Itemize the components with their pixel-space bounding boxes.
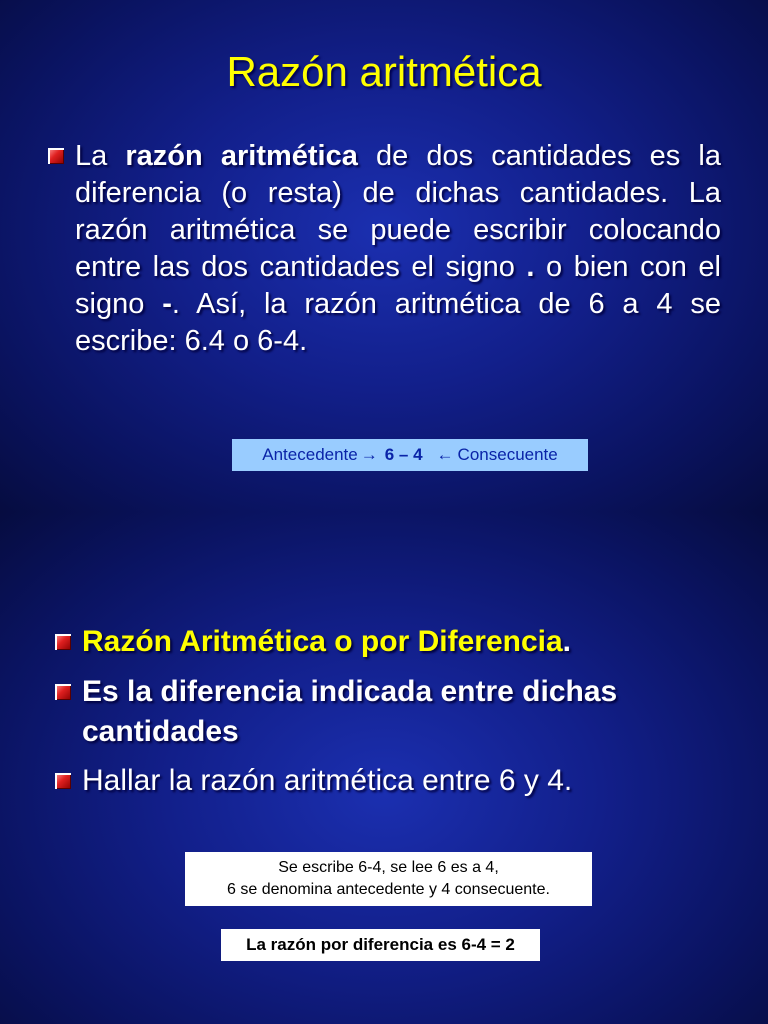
para-text-3: o bien con el signo (75, 251, 721, 320)
bullet-exercise: Hallar la razón aritmética entre 6 y 4. (82, 764, 573, 797)
definition-paragraph (75, 138, 721, 360)
antecedent-label: Antecedente (262, 445, 358, 464)
red-square-bullet-icon (55, 634, 71, 650)
slide-1-title: Razón aritmética (226, 48, 542, 95)
bullet-definition: Es la diferencia indicada entre dichas cantidades (82, 675, 618, 748)
red-square-bullet-icon (55, 684, 71, 700)
explanation-box (185, 852, 592, 906)
red-square-bullet-icon (55, 773, 71, 789)
explanation-line-2: 6 se denomina antecedente y 4 consecuente. (227, 881, 550, 898)
arrow-right-icon: → (360, 445, 378, 464)
bullet-heading-text: Razón Aritmética o por Diferencia (82, 625, 563, 658)
arrow-left-icon: ← (436, 445, 454, 464)
para-text-2: de dos cantidades es la diferencia (o resta) de dichas cantidades. La razón aritmética se puede escribir colocando entre las dos cantidades el signo (75, 140, 721, 283)
slide-2 (0, 512, 768, 1024)
para-text-4: . Así, la razón aritmética de 6 a 4 se escribe: 6.4 o 6-4. (75, 288, 722, 357)
bullet-heading (82, 622, 571, 662)
para-text-1: La (75, 140, 126, 172)
para-bold-dash: - (162, 288, 172, 320)
bullet-heading-period: . (562, 625, 572, 658)
antecedent-consequent-box (232, 439, 588, 471)
result-box: La razón por diferencia es 6-4 = 2 (221, 929, 540, 961)
para-bold-term: razón aritmética (125, 140, 358, 172)
explanation-line-1: Se escribe 6-4, se lee 6 es a 4, (278, 859, 499, 876)
red-square-bullet-icon (48, 148, 64, 164)
para-bold-dot: . (526, 251, 535, 283)
consequent-label: Consecuente (457, 445, 558, 464)
expression-label: 6 – 4 (384, 445, 423, 464)
